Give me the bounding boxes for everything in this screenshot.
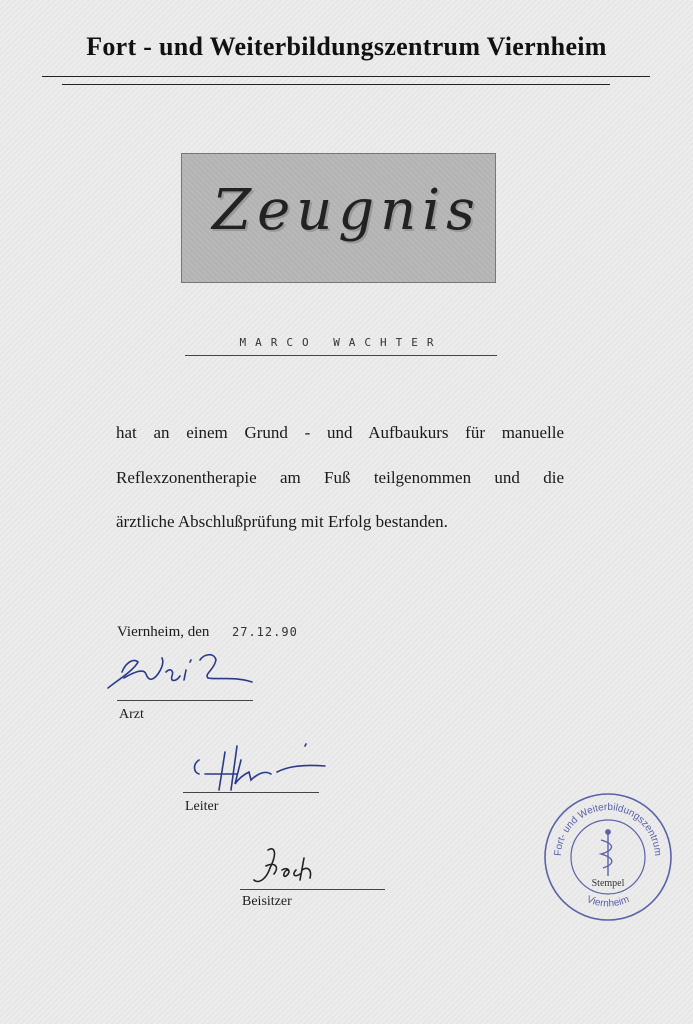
role-leiter: Leiter <box>185 799 219 814</box>
caduceus-icon <box>601 830 612 876</box>
signature-leiter <box>185 738 345 798</box>
body-line-3: ärztliche Abschlußprüfung mit Erfolg bestanden. <box>116 512 448 531</box>
signature-beisitzer <box>240 840 340 896</box>
header-rule-bottom <box>62 84 610 85</box>
place-label: Viernheim, den <box>117 624 210 640</box>
institution-stamp <box>541 790 675 924</box>
recipient-name: MARCO WACHTER <box>239 336 443 349</box>
stamp-city: Viernheim <box>585 894 631 910</box>
document-title: Zeugnis <box>212 178 481 243</box>
role-beisitzer: Beisitzer <box>242 894 292 909</box>
role-arzt: Arzt <box>119 707 144 722</box>
signature-line-leiter <box>183 792 319 793</box>
signature-arzt <box>104 640 274 700</box>
issue-date: 27.12.90 <box>232 625 298 639</box>
signature-line-beisitzer <box>240 889 385 890</box>
signature-line-arzt <box>117 700 253 701</box>
body-line-2: Reflexzonentherapie am Fuß teilgenommen und die <box>116 468 564 487</box>
name-underline <box>185 355 497 356</box>
stamp-center-label: Stempel <box>591 878 625 889</box>
header-rule-top <box>42 76 650 77</box>
body-line-1: hat an einem Grund - und Aufbaukurs für manuelle <box>116 423 564 442</box>
institution-title: Fort - und Weiterbildungszentrum Viernheim <box>86 32 607 61</box>
stamp-ring-text: Fort- und Weiterbildungszentrum <box>552 801 664 857</box>
